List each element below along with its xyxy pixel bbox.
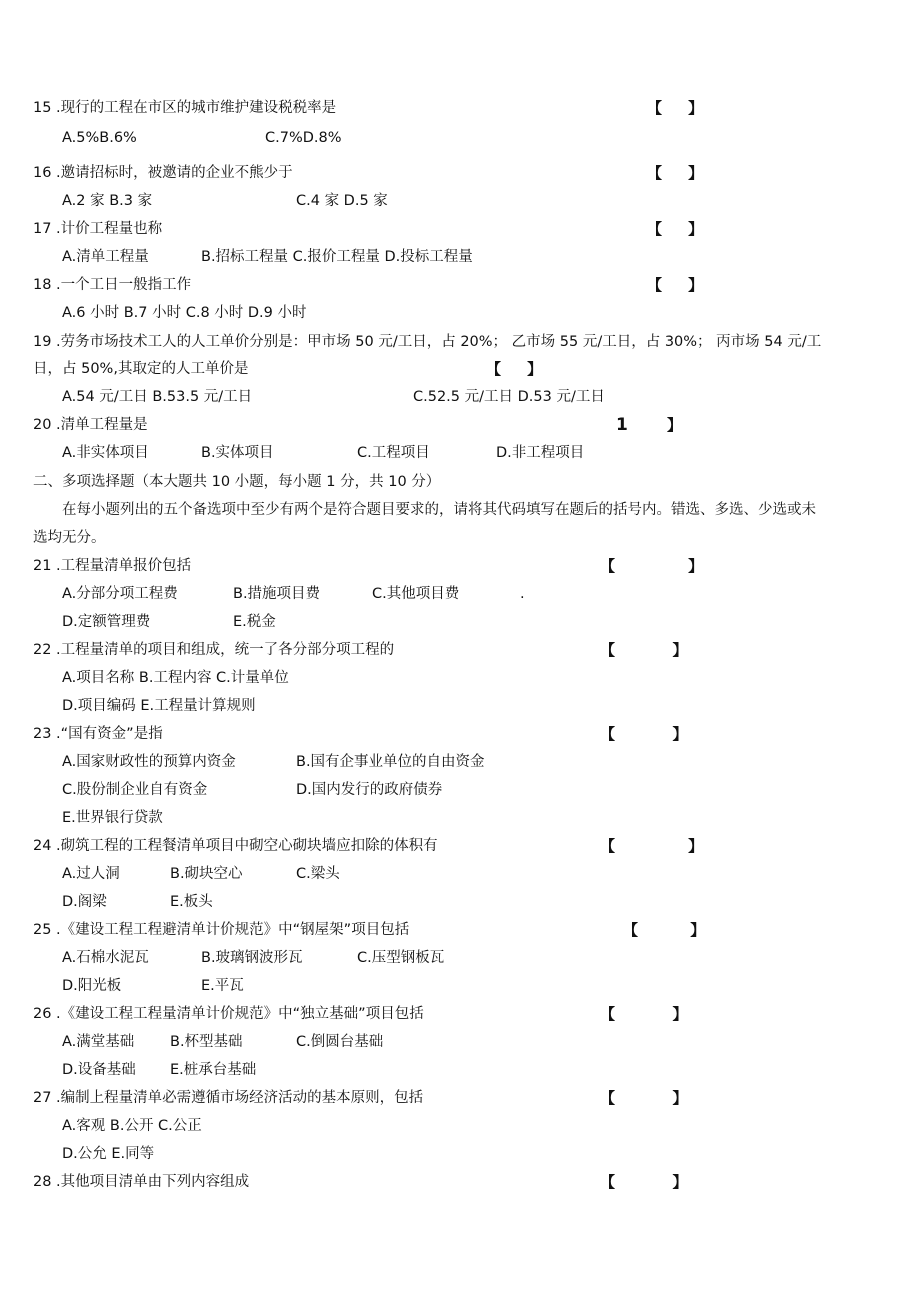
q23-option-a: A.国家财政性的预算内资金: [62, 754, 236, 770]
q17-answer-bracket[interactable]: 【 】: [647, 220, 704, 238]
q23-stem: 23 .“国有资金”是指: [33, 726, 163, 742]
q24-stem: 24 .砌筑工程的工程餐清单项目中砌空心砌块墙应扣除的体积有: [33, 838, 438, 854]
q21-option-e: E.税金: [233, 614, 276, 630]
q21-option-a: A.分部分项工程费: [62, 586, 178, 602]
q19-options-ab: A.54 元/工日 B.53.5 元/工日: [62, 389, 253, 405]
q26-option-e: E.桩承台基础: [170, 1062, 257, 1078]
q20-bracket-right[interactable]: 】: [667, 416, 683, 434]
q26-answer-bracket[interactable]: 【 】: [600, 1005, 688, 1023]
q23-option-b: B.国有企事业单位的自由资金: [296, 754, 485, 770]
section2-title: 二、多项选择题（本大题共 10 小题，每小题 1 分，共 10 分）: [33, 474, 441, 490]
q28-answer-bracket[interactable]: 【 】: [600, 1173, 688, 1191]
q25-option-b: B.玻璃钢波形瓦: [201, 950, 303, 966]
q24-option-c: C.梁头: [296, 866, 340, 882]
q20-option-c: C.工程项目: [357, 445, 430, 461]
q20-stem: 20 .清单工程量是: [33, 417, 148, 433]
q26-option-b: B.杯型基础: [170, 1034, 243, 1050]
q22-options-abc: A.项目名称 B.工程内容 C.计量单位: [62, 670, 289, 686]
q15-answer-bracket[interactable]: 【 】: [647, 99, 704, 117]
q20-option-b: B.实体项目: [201, 445, 274, 461]
q27-options-abc: A.客观 B.公开 C.公正: [62, 1118, 202, 1134]
q27-stem: 27 .编制上程量清单必需遵循市场经济活动的基本原则，包括: [33, 1090, 424, 1106]
q23-answer-bracket[interactable]: 【 】: [600, 725, 688, 743]
q20-option-d: D.非工程项目: [496, 445, 585, 461]
q21-option-c: C.其他项目费: [372, 586, 460, 602]
q22-answer-bracket[interactable]: 【 】: [600, 641, 688, 659]
section2-instructions-continued: 选均无分。: [33, 530, 106, 546]
q15-options-ab: A.5%B.6%: [62, 130, 137, 146]
q20-bracket-left[interactable]: 1: [616, 415, 628, 435]
q23-option-c: C.股份制企业自有资金: [62, 782, 208, 798]
q18-stem: 18 .一个工日一般指工作: [33, 277, 192, 293]
q21-stray-dot: .: [520, 586, 525, 602]
q24-option-d: D.阁梁: [62, 894, 107, 910]
q26-option-c: C.倒圆台基础: [296, 1034, 384, 1050]
q25-option-e: E.平瓦: [201, 978, 244, 994]
q24-option-a: A.过人洞: [62, 866, 120, 882]
q28-stem: 28 .其他项目清单由下列内容组成: [33, 1174, 250, 1190]
q18-options: A.6 小时 B.7 小时 C.8 小时 D.9 小时: [62, 305, 307, 321]
q27-answer-bracket[interactable]: 【 】: [600, 1089, 688, 1107]
section2-instructions: 在每小题列出的五个备选项中至少有两个是符合题目要求的，请将其代码填写在题后的括号内。错选、多选、少选或未: [62, 502, 816, 518]
q24-option-b: B.砌块空心: [170, 866, 243, 882]
q21-option-b: B.措施项目费: [233, 586, 321, 602]
q15-stem: 15 .现行的工程在市区的城市维护建设税税率是: [33, 100, 337, 116]
q21-answer-bracket[interactable]: 【 】: [600, 557, 704, 575]
q26-stem: 26 .《建设工程工程量清单计价规范》中“独立基础”项目包括: [33, 1006, 424, 1022]
q21-option-d: D.定额管理费: [62, 614, 151, 630]
q18-answer-bracket[interactable]: 【 】: [647, 276, 704, 294]
q22-options-de: D.项目编码 E.工程量计算规则: [62, 698, 256, 714]
q19-answer-bracket[interactable]: 【 】: [486, 360, 543, 378]
q26-option-d: D.设备基础: [62, 1062, 136, 1078]
q16-options-cd: C.4 家 D.5 家: [296, 193, 388, 209]
q16-stem: 16 .邀请招标时，被邀请的企业不熊少于: [33, 165, 293, 181]
q16-options-ab: A.2 家 B.3 家: [62, 193, 153, 209]
q22-stem: 22 .工程量清单的项目和组成，统一了各分部分项工程的: [33, 642, 395, 658]
q16-answer-bracket[interactable]: 【 】: [647, 164, 704, 182]
q19-options-cd: C.52.5 元/工日 D.53 元/工日: [413, 389, 605, 405]
q25-option-d: D.阳光板: [62, 978, 122, 994]
q26-option-a: A.满堂基础: [62, 1034, 135, 1050]
q25-stem: 25 .《建设工程工程避清单计价规范》中“钢屋架”项目包括: [33, 922, 410, 938]
q25-option-c: C.压型钢板瓦: [357, 950, 445, 966]
q24-option-e: E.板头: [170, 894, 213, 910]
q17-stem: 17 .计价工程量也称: [33, 221, 163, 237]
q25-option-a: A.石棉水泥瓦: [62, 950, 149, 966]
q23-option-e: E.世界银行贷款: [62, 810, 163, 826]
q27-options-de: D.公允 E.同等: [62, 1146, 155, 1162]
q24-answer-bracket[interactable]: 【 】: [600, 837, 704, 855]
q17-option-a: A.清单工程量: [62, 249, 149, 265]
q19-stem: 19 .劳务市场技术工人的人工单价分别是：甲市场 50 元/工日，占 20%； 乙市场 55 元/工日，占 30%； 丙市场 54 元/工: [33, 334, 822, 350]
q20-option-a: A.非实体项目: [62, 445, 149, 461]
q19-stem-continued: 日，占 50%,其取定的人工单价是: [33, 361, 249, 377]
q23-option-d: D.国内发行的政府债券: [296, 782, 443, 798]
q21-stem: 21 .工程量清单报价包括: [33, 558, 192, 574]
q15-options-cd: C.7%D.8%: [265, 130, 342, 146]
q17-options-bcd: B.招标工程量 C.报价工程量 D.投标工程量: [201, 249, 473, 265]
q25-answer-bracket[interactable]: 【 】: [623, 921, 706, 939]
